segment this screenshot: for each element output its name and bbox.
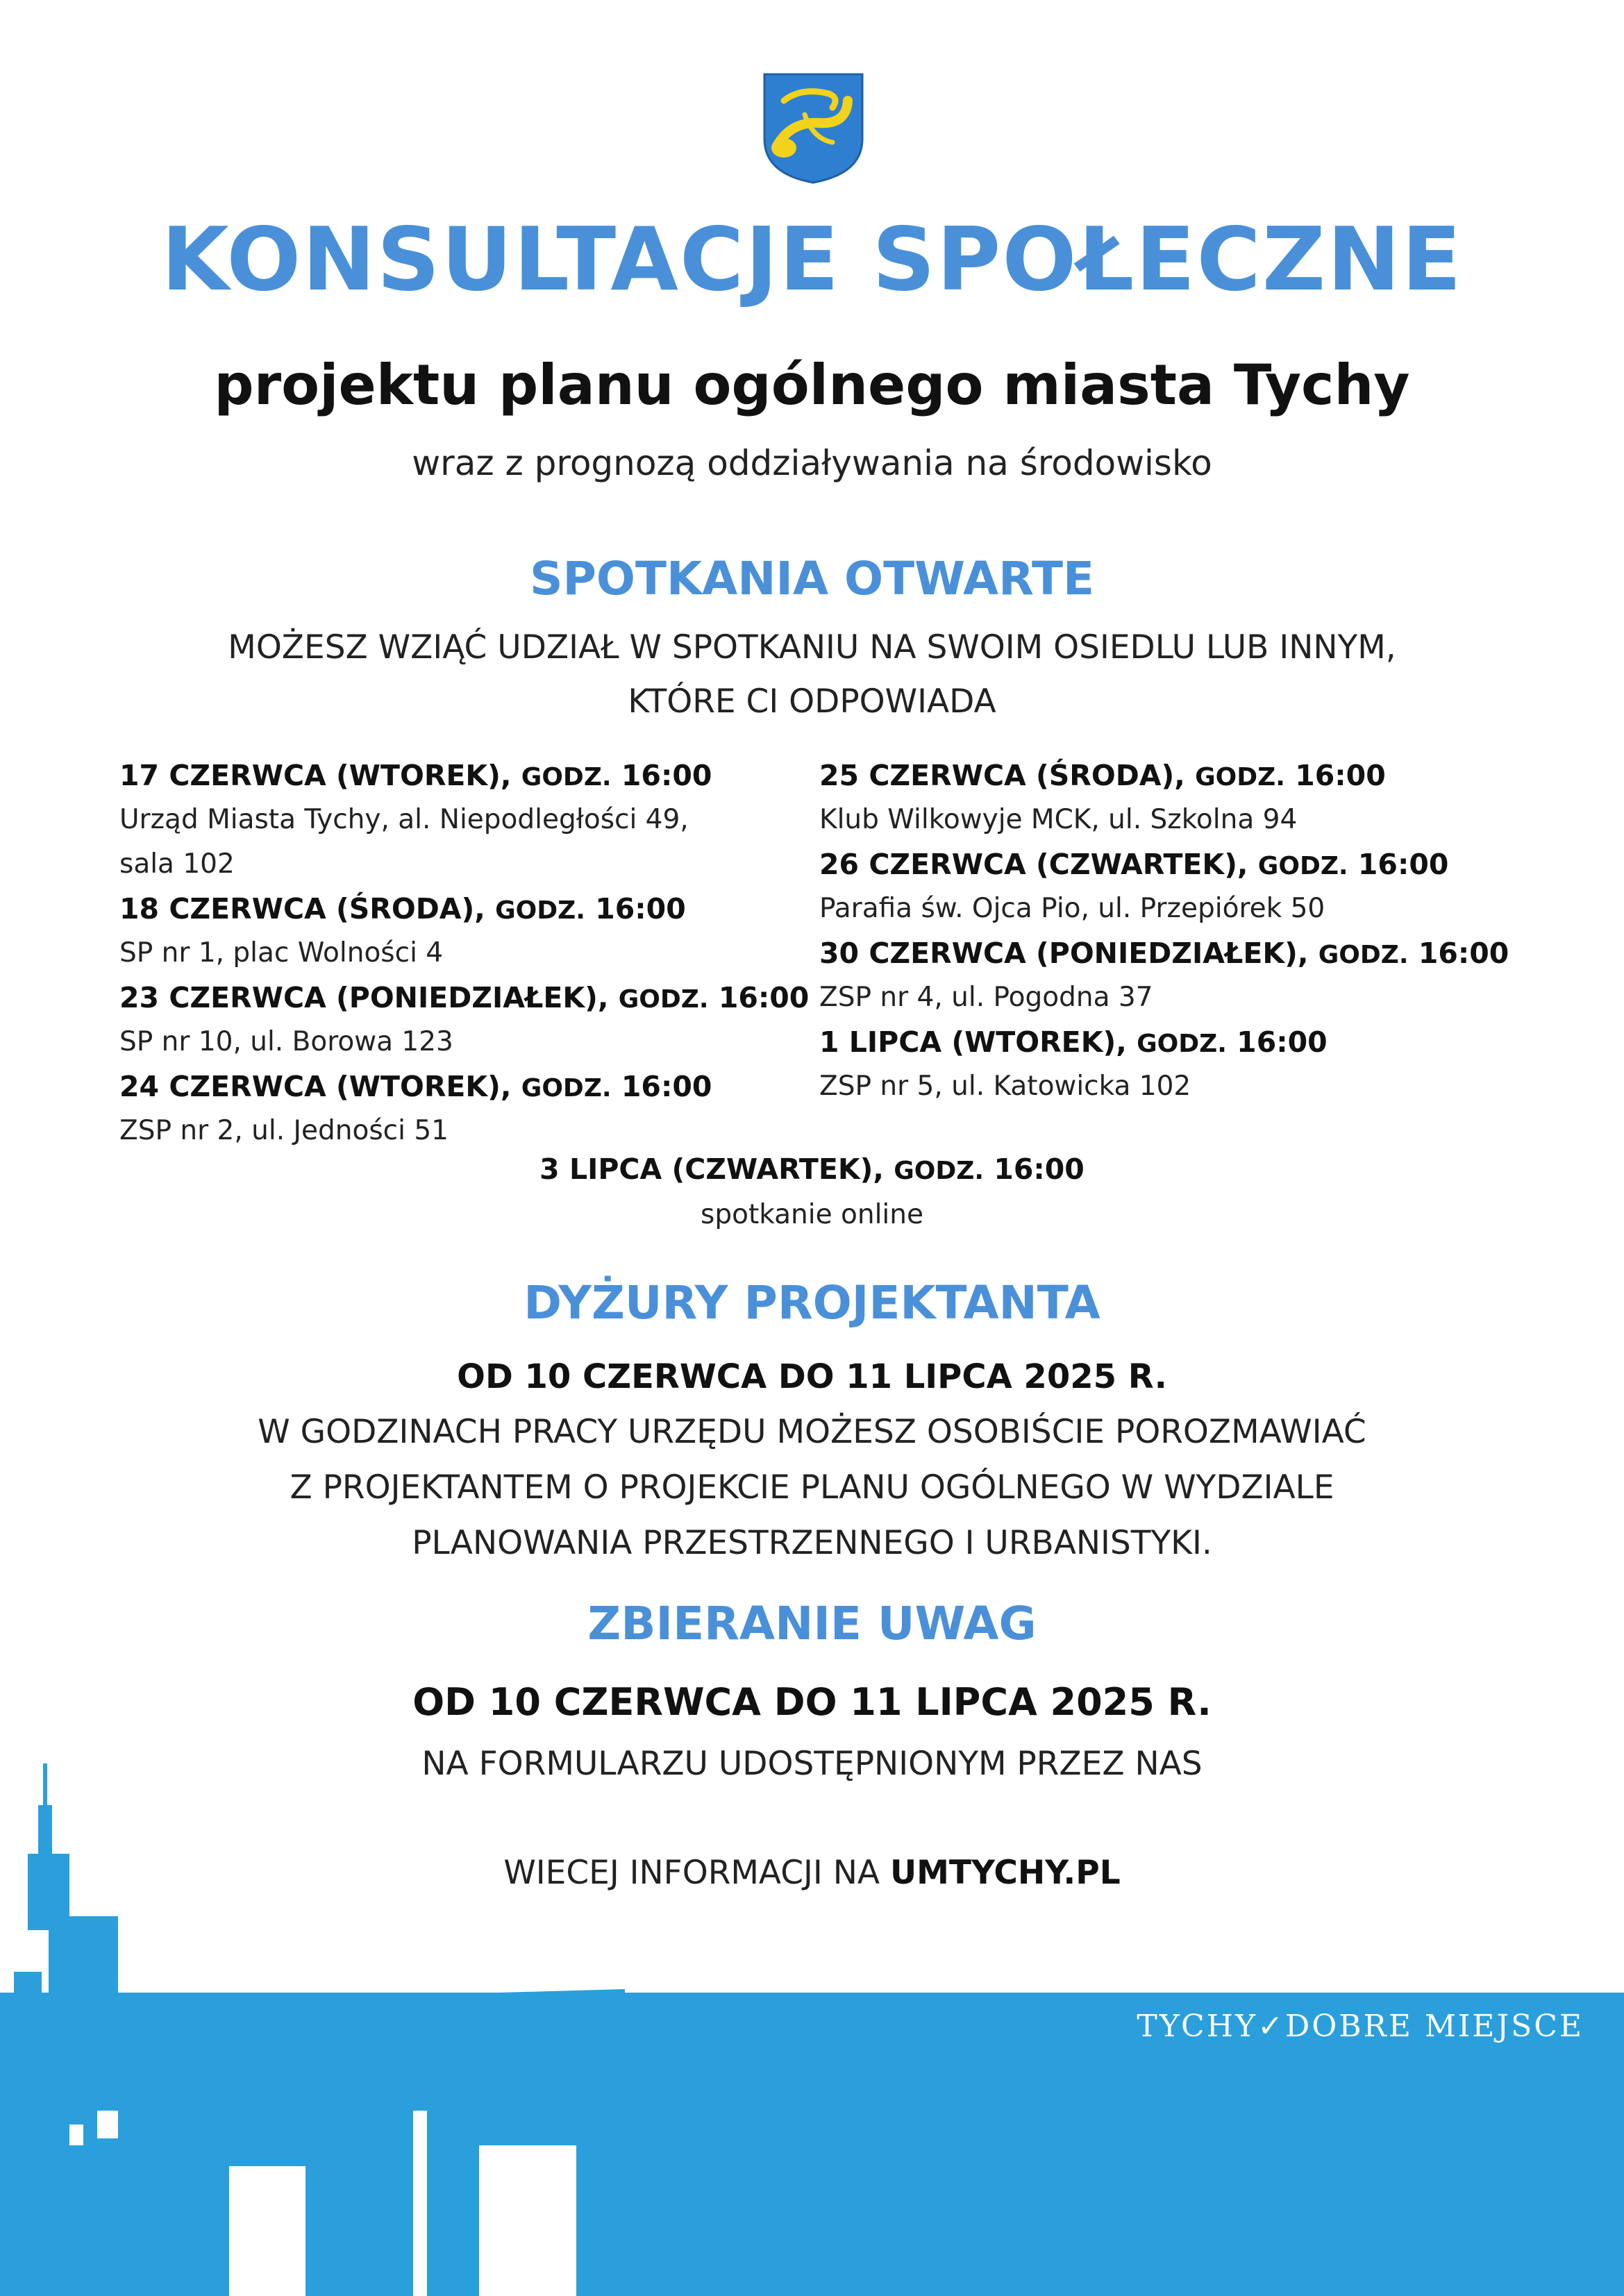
page-subtitle: projektu planu ogólnego miasta Tychy <box>214 353 1410 417</box>
meeting-date: 18 CZERWCA (ŚRODA), GODZ. 16:00 <box>119 892 686 925</box>
duty-line-2: Z PROJEKTANTEM O PROJEKCIE PLANU OGÓLNEGO W WYDZIALE <box>290 1468 1334 1507</box>
meeting-date: 24 CZERWCA (WTOREK), GODZ. 16:00 <box>119 1070 712 1103</box>
city-crest-logo <box>763 73 864 184</box>
meeting-date: 17 CZERWCA (WTOREK), GODZ. 16:00 <box>119 759 712 792</box>
duty-dates: OD 10 CZERWCA DO 11 LIPCA 2025 R. <box>457 1357 1167 1396</box>
meeting-date: 1 LIPCA (WTOREK), GODZ. 16:00 <box>819 1025 1328 1059</box>
meeting-date: 30 CZERWCA (PONIEDZIAŁEK), GODZ. 16:00 <box>819 937 1509 970</box>
meeting-place: ZSP nr 5, ul. Katowicka 102 <box>819 1071 1191 1102</box>
page-subtitle-secondary: wraz z prognozą oddziaływania na środowisko <box>412 443 1212 483</box>
comments-line-1: NA FORMULARZU UDOSTĘPNIONYM PRZEZ NAS <box>421 1745 1203 1783</box>
page-title: KONSULTACJE SPOŁECZNE <box>161 208 1463 310</box>
duty-line-3: PLANOWANIA PRZESTRZENNEGO I URBANISTYKI. <box>412 1524 1212 1562</box>
meetings-heading: SPOTKANIA OTWARTE <box>529 552 1095 605</box>
meetings-intro-line-2: KTÓRE CI ODPOWIADA <box>628 682 996 721</box>
meeting-place: SP nr 10, ul. Borowa 123 <box>119 1026 453 1057</box>
online-meeting-place: spotkanie online <box>701 1199 923 1230</box>
tychy-slogan: TYCHY✓DOBRE MIEJSCE <box>1137 2009 1584 2044</box>
online-meeting-date: 3 LIPCA (CZWARTEK), GODZ. 16:00 <box>539 1153 1085 1186</box>
more-info-prefix: WIECEJ INFORMACJI NA <box>503 1854 880 1892</box>
meeting-place: ZSP nr 2, ul. Jedności 51 <box>119 1115 449 1146</box>
comments-heading: ZBIERANIE UWAG <box>587 1597 1037 1650</box>
meeting-date: 23 CZERWCA (PONIEDZIAŁEK), GODZ. 16:00 <box>119 981 810 1014</box>
duty-heading: DYŻURY PROJEKTANTA <box>524 1276 1100 1330</box>
duty-line-1: W GODZINACH PRACY URZĘDU MOŻESZ OSOBIŚCIE POROZMAWIAĆ <box>258 1413 1366 1451</box>
meeting-date: 25 CZERWCA (ŚRODA), GODZ. 16:00 <box>819 759 1386 792</box>
meeting-place: ZSP nr 4, ul. Pogodna 37 <box>819 982 1153 1013</box>
meeting-place: Parafia św. Ojca Pio, ul. Przepiórek 50 <box>819 893 1325 924</box>
comments-dates: OD 10 CZERWCA DO 11 LIPCA 2025 R. <box>412 1680 1212 1724</box>
meeting-place: Urząd Miasta Tychy, al. Niepodległości 49, <box>119 804 689 835</box>
checkmark-icon: ✓ <box>1257 2009 1285 2044</box>
website-link[interactable]: UMTYCHY.PL <box>889 1854 1121 1892</box>
meeting-place: SP nr 1, plac Wolności 4 <box>119 937 444 969</box>
meeting-place: sala 102 <box>119 848 235 880</box>
meetings-right-column <box>819 753 1514 1109</box>
city-skyline-illustration <box>0 1722 833 2296</box>
meetings-intro-line-1: MOŻESZ WZIĄĆ UDZIAŁ W SPOTKANIU NA SWOIM OSIEDLU LUB INNYM, <box>228 628 1396 667</box>
meeting-place: Klub Wilkowyje MCK, ul. Szkolna 94 <box>819 804 1298 835</box>
meeting-date: 26 CZERWCA (CZWARTEK), GODZ. 16:00 <box>819 848 1449 881</box>
meetings-left-column <box>119 753 814 1153</box>
